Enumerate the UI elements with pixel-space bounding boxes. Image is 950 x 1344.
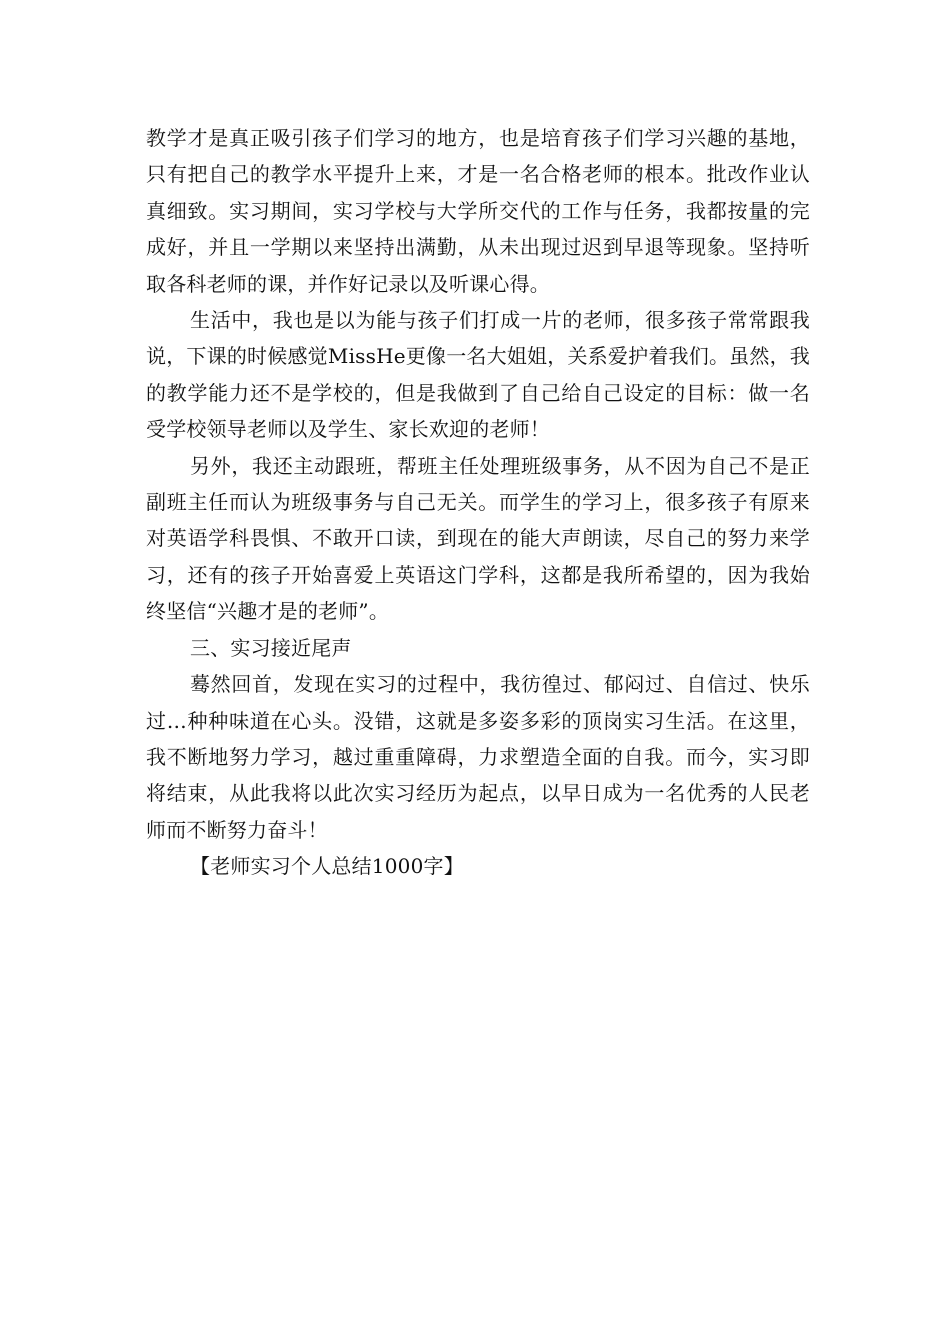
section-heading: 三、实习接近尾声: [190, 635, 352, 660]
paragraph-conclusion: 蓦然回首，发现在实习的过程中，我彷徨过、郁闷过、自信过、快乐过…种种味道在心头。没错，这就是多姿多彩的顶岗实习生活。在这里，我不断地努力学习，越过重重障碍，力求塑造全面的自我。而今，实习即将结束，从此我将以此次实习经历为起点，以早日成为一名优秀的人民老师而不断努力奋斗！: [146, 672, 810, 842]
paragraph-teaching-duties: 教学才是真正吸引孩子们学习的地方，也是培育孩子们学习兴趣的基地，只有把自己的教学水平提升上来，才是一名合格老师的根本。批改作业认真细致。实习期间，实习学校与大学所交代的工作与任务，我都按量的完成好，并且一学期以来坚持出满勤，从未出现过迟到早退等现象。坚持听取各科老师的课，并作好记录以及听课心得。: [146, 126, 810, 296]
paragraph-life-with-students: 生活中，我也是以为能与孩子们打成一片的老师，很多孩子常常跟我说，下课的时候感觉MissHe更像一名大姐姐，关系爱护着我们。虽然，我的教学能力还不是学校的，但是我做到了自己给自己设定的目标：做一名受学校领导老师以及学生、家长欢迎的老师！: [146, 308, 810, 442]
document-footer-title: 【老师实习个人总结1000字】: [190, 854, 464, 879]
document-body: [146, 120, 810, 885]
paragraph-class-affairs: 另外，我还主动跟班，帮班主任处理班级事务，从不因为自己不是正副班主任而认为班级事务与自己无关。而学生的学习上，很多孩子有原来对英语学科畏惧、不敢开口读，到现在的能大声朗读，尽自己的努力来学习，还有的孩子开始喜爱上英语这门学科，这都是我所希望的，因为我始终坚信“兴趣才是的老师”。: [146, 453, 810, 624]
